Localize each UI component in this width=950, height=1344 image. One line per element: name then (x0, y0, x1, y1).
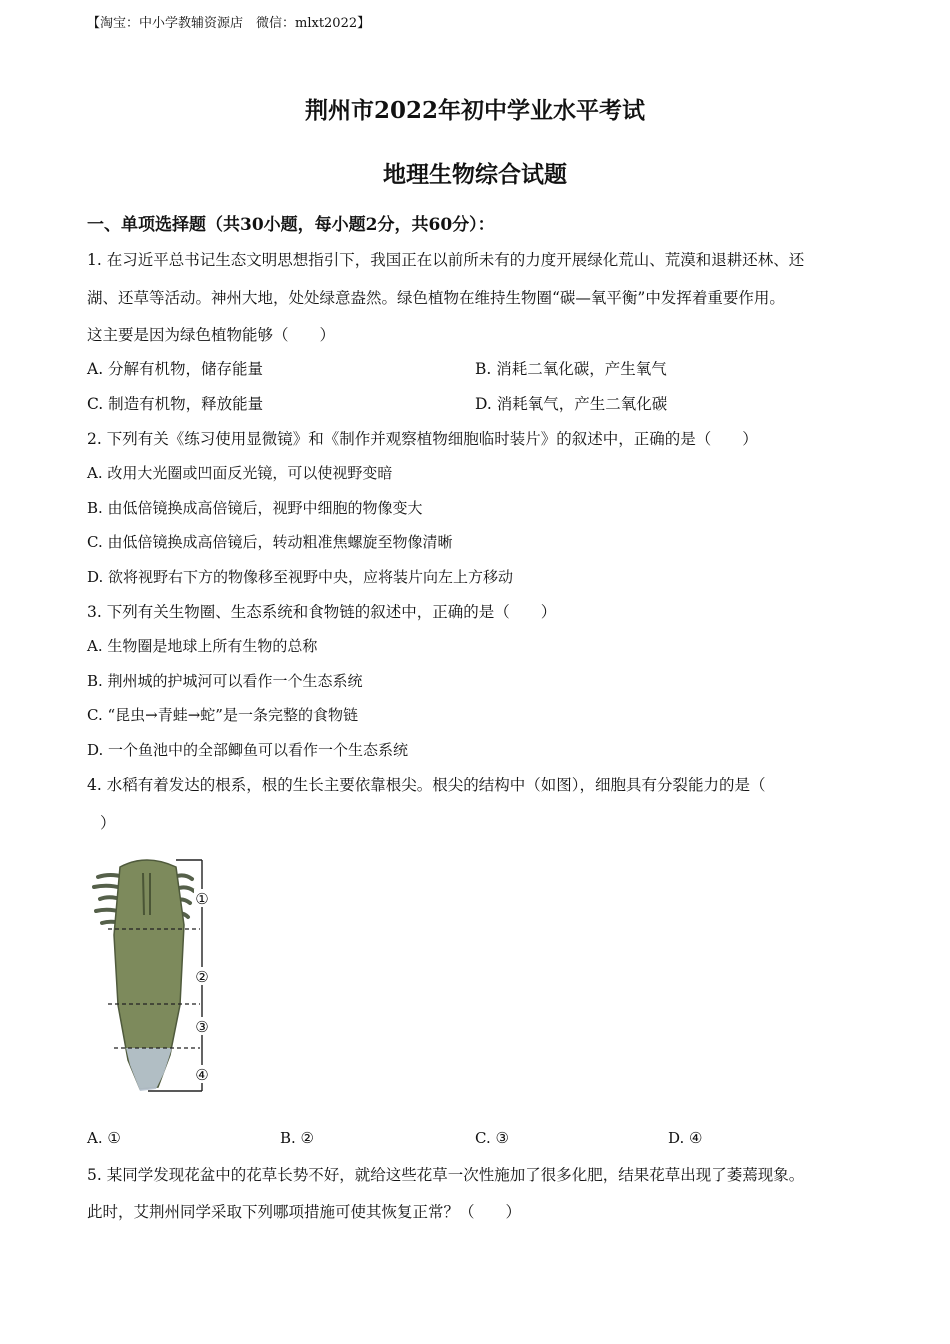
figure-label-4: ④ (195, 1066, 209, 1084)
exam-subtitle: 地理生物综合试题 (383, 161, 567, 188)
root-cap (126, 1048, 172, 1091)
q3-option-d: D. 一个鱼池中的全部鲫鱼可以看作一个生态系统 (87, 741, 409, 759)
q2-option-b: B. 由低倍镜换成高倍镜后，视野中细胞的物像变大 (87, 499, 423, 517)
q5-stem-line2: 此时，艾荆州同学采取下列哪项措施可使其恢复正常？（ ） (87, 1203, 522, 1221)
q4-stem-line2: ） (100, 814, 116, 832)
q4-option-b: B. ② (280, 1129, 315, 1147)
root-tip-figure (88, 855, 218, 1095)
section-heading: 一、单项选择题（共30小题，每小题2分，共60分）： (87, 215, 495, 235)
q1-stem-line1: 1. 在习近平总书记生态文明思想指引下，我国正在以前所未有的力度开展绿化荒山、荒漠和退耕还林、还 (87, 251, 805, 269)
q1-option-a: A. 分解有机物，储存能量 (87, 360, 264, 378)
figure-label-1: ① (195, 890, 209, 908)
q4-stem-line1: 4. 水稻有着发达的根系，根的生长主要依靠根尖。根尖的结构中（如图），细胞具有分裂能力的是（ (87, 776, 766, 794)
q4-option-a: A. ① (87, 1129, 121, 1147)
q2-stem: 2. 下列有关《练习使用显微镜》和《制作并观察植物细胞临时装片》的叙述中，正确的是（ ） (87, 430, 758, 448)
q2-option-d: D. 欲将视野右下方的物像移至视野中央，应将装片向左上方移动 (87, 568, 514, 586)
exam-title: 荆州市2022年初中学业水平考试 (304, 97, 645, 124)
q4-option-d: D. ④ (668, 1129, 703, 1147)
q3-option-a: A. 生物圈是地球上所有生物的总称 (87, 637, 318, 655)
q3-option-c: C. “昆虫→青蛙→蛇”是一条完整的食物链 (87, 706, 358, 724)
figure-label-3: ③ (195, 1018, 209, 1036)
header-note: 【淘宝：中小学教辅资源店 微信：mlxt2022】 (87, 16, 371, 31)
q4-option-c: C. ③ (475, 1129, 509, 1147)
q1-stem-line2: 湖、还草等活动。神州大地，处处绿意盎然。绿色植物在维持生物圈“碳—氧平衡”中发挥着重要作用。 (87, 289, 785, 307)
q3-option-b: B. 荆州城的护城河可以看作一个生态系统 (87, 672, 363, 690)
q1-stem-line3: 这主要是因为绿色植物能够（ ） (87, 326, 336, 344)
q1-option-b: B. 消耗二氧化碳，产生氧气 (475, 360, 667, 378)
q2-option-c: C. 由低倍镜换成高倍镜后，转动粗准焦螺旋至物像清晰 (87, 533, 453, 551)
figure-label-2: ② (195, 968, 209, 986)
q1-option-c: C. 制造有机物，释放能量 (87, 395, 264, 413)
q3-stem: 3. 下列有关生物圈、生态系统和食物链的叙述中，正确的是（ ） (87, 603, 557, 621)
q2-option-a: A. 改用大光圈或凹面反光镜，可以使视野变暗 (87, 464, 393, 482)
q5-stem-line1: 5. 某同学发现花盆中的花草长势不好，就给这些花草一次性施加了很多化肥，结果花草出现了萎蔫现象。 (87, 1166, 805, 1184)
q1-option-d: D. 消耗氧气，产生二氧化碳 (475, 395, 668, 413)
